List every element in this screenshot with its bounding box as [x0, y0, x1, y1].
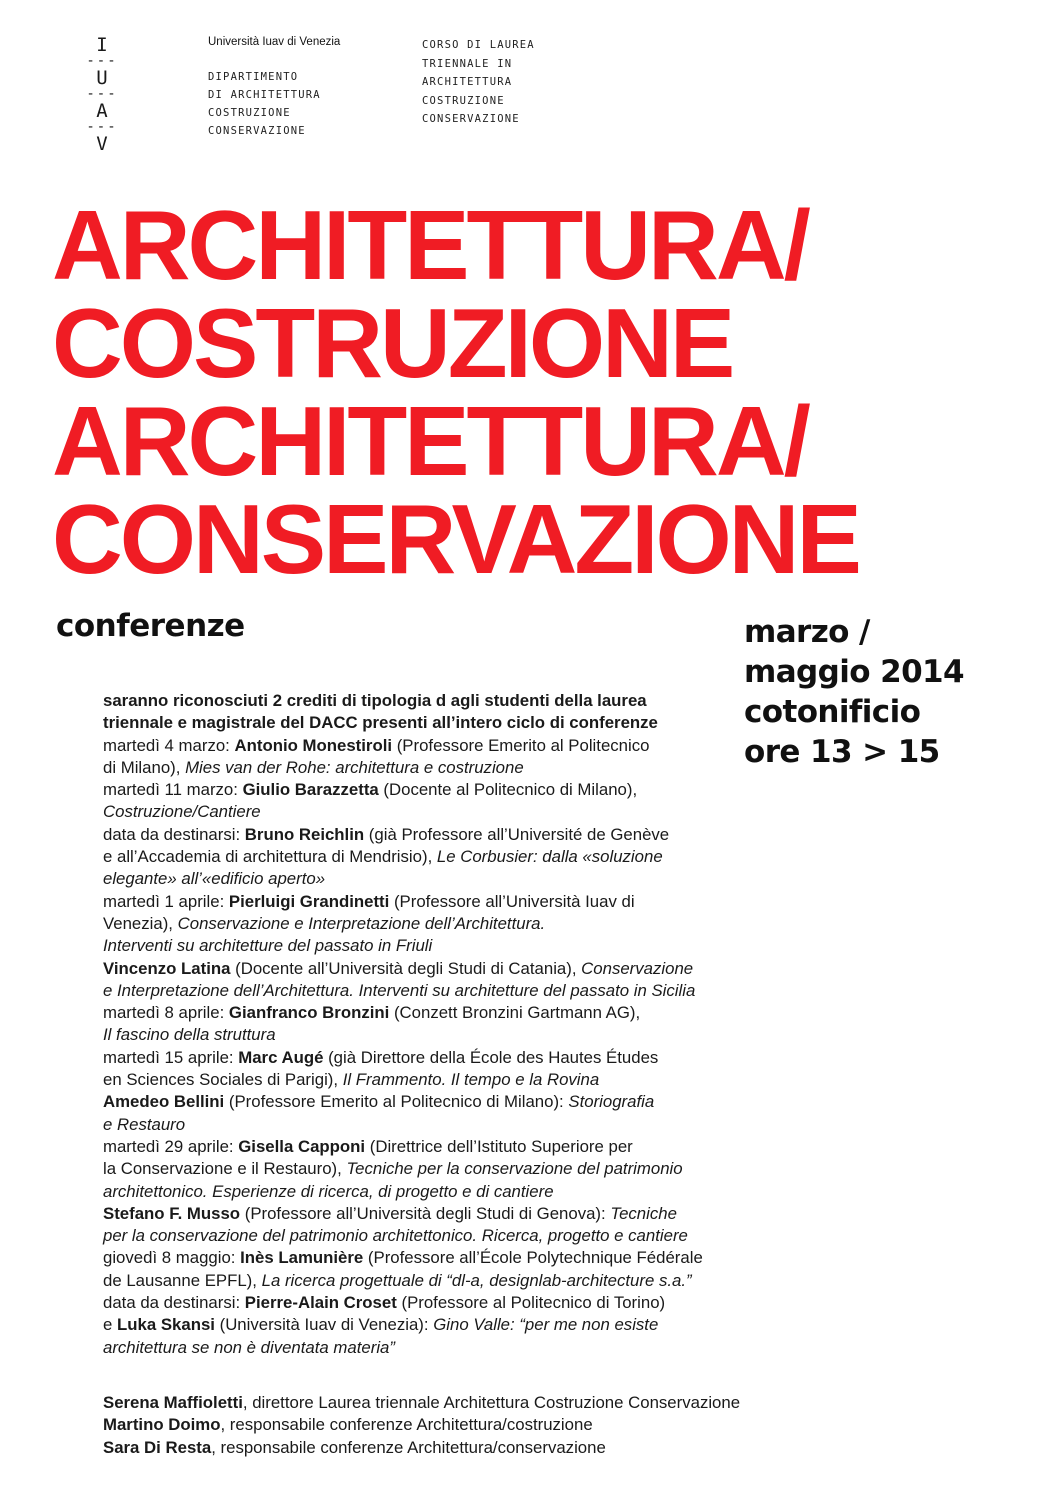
department-line: DIPARTIMENTO	[208, 71, 299, 83]
program-line	[103, 1158, 763, 1180]
program-line	[103, 824, 763, 846]
course-block	[422, 36, 535, 129]
connector: e	[103, 1315, 117, 1335]
title-line: ARCHITETTURA/	[52, 190, 808, 300]
credits-note: triennale e magistrale del DACC presenti all’intero ciclo di conferenze	[103, 713, 658, 733]
speaker-name: Pierre-Alain Croset	[244, 1293, 397, 1313]
program-line	[103, 891, 763, 913]
talk-title: Il Frammento. Il tempo e la Rovina	[342, 1070, 600, 1090]
program-line	[103, 935, 763, 957]
talk-title: elegante» all’«edificio aperto»	[103, 869, 326, 889]
logo-letter: V	[96, 133, 108, 155]
course-line: COSTRUZIONE	[422, 94, 505, 107]
program-line	[103, 1225, 763, 1247]
speaker-role: de Lausanne EPFL),	[103, 1270, 262, 1290]
talk-title: Conservazione	[581, 958, 694, 978]
speaker-role: di Milano),	[103, 757, 186, 777]
speaker-role: (già Direttore della École des Hautes Études	[323, 1047, 659, 1067]
talk-title: architettonico. Esperienze di ricerca, di progetto e di cantiere	[103, 1181, 554, 1201]
speaker-name: Amedeo Bellini	[103, 1092, 225, 1112]
logo-divider: ---	[86, 119, 118, 135]
speaker-role: (già Professore all’Université de Genève	[364, 824, 670, 844]
speaker-role: (Professore Emerito al Politecnico	[392, 735, 650, 755]
speaker-role: (Professore all’École Polytechnique Fédérale	[363, 1248, 703, 1268]
program-line	[103, 868, 763, 890]
program-line	[103, 779, 763, 801]
course-line: CORSO DI LAUREA	[422, 39, 535, 51]
program-line	[103, 1203, 763, 1225]
department-block	[208, 68, 321, 140]
talk-title: Il fascino della struttura	[103, 1025, 276, 1045]
logo-letter: A	[96, 100, 108, 122]
organizers	[103, 1392, 803, 1459]
speaker-name: Giulio Barazzetta	[242, 780, 379, 800]
speaker-role: la Conservazione e il Restauro),	[103, 1159, 347, 1179]
event-date: data da destinarsi:	[103, 1293, 245, 1313]
organizer-name: Martino Doimo	[103, 1415, 221, 1435]
program-line	[103, 1024, 763, 1046]
talk-title: e Interpretazione dell’Architettura. Interventi su architetture del passato in Sicilia	[103, 980, 696, 1000]
speaker-role: e all’Accademia di architettura di Mendrisio),	[103, 847, 437, 867]
date-info	[744, 612, 964, 772]
speaker-role: (Professore Emerito al Politecnico di Milano):	[224, 1092, 569, 1112]
talk-title: per la conservazione del patrimonio architettonico. Ricerca, progetto e cantiere	[103, 1226, 688, 1246]
logo-divider: ---	[86, 86, 118, 102]
date-line: marzo /	[744, 614, 870, 650]
logo-letter: I	[96, 34, 108, 56]
date-line: maggio 2014	[744, 654, 964, 690]
speaker-name: Stefano F. Musso	[103, 1203, 241, 1223]
program-line	[103, 1047, 763, 1069]
logo-letter: U	[96, 67, 108, 89]
talk-title: e Restauro	[103, 1114, 186, 1134]
speaker-name: Gianfranco Bronzini	[228, 1003, 390, 1023]
program-line	[103, 1337, 763, 1359]
title-line: ARCHITETTURA/	[52, 386, 808, 496]
course-line: CONSERVAZIONE	[422, 113, 520, 125]
title-line: COSTRUZIONE	[52, 288, 733, 398]
department-line: CONSERVAZIONE	[208, 125, 306, 137]
program-line	[103, 757, 763, 779]
talk-title: Interventi su architetture del passato in Friuli	[103, 936, 433, 956]
credits-note: saranno riconosciuti 2 crediti di tipologia d agli studenti della laurea	[103, 691, 647, 710]
logo-divider: ---	[86, 53, 118, 69]
speaker-role: Venezia),	[103, 913, 178, 933]
talk-title: Le Corbusier: dalla «soluzione	[436, 847, 663, 867]
event-date: giovedì 8 maggio:	[103, 1248, 241, 1268]
program-line	[103, 735, 763, 757]
speaker-name: Luka Skansi	[117, 1315, 215, 1335]
conference-program	[103, 690, 763, 1359]
organizer-role: , responsabile conferenze Architettura/conservazione	[211, 1437, 606, 1457]
talk-title: Gino Valle: “per me non esiste	[433, 1315, 659, 1335]
speaker-name: Antonio Monestiroli	[234, 735, 393, 755]
speaker-role: en Sciences Sociales di Parigi),	[103, 1070, 343, 1090]
program-line	[103, 1136, 763, 1158]
date-line: ore 13 > 15	[744, 734, 940, 770]
speaker-name: Marc Augé	[238, 1047, 324, 1067]
talk-title: Conservazione e Interpretazione dell’Architettura.	[177, 913, 546, 933]
speaker-role: (Conzett Bronzini Gartmann AG),	[389, 1003, 641, 1023]
title-line: CONSERVAZIONE	[52, 484, 859, 594]
speaker-name: Inès Lamunière	[240, 1248, 364, 1268]
speaker-name: Vincenzo Latina	[103, 958, 231, 978]
event-date: martedì 1 aprile:	[103, 891, 229, 911]
speaker-name: Pierluigi Grandinetti	[228, 891, 390, 911]
program-line	[103, 1270, 763, 1292]
event-date: martedì 8 aprile:	[103, 1003, 229, 1023]
speaker-name: Bruno Reichlin	[244, 824, 365, 844]
talk-title: Storiografia	[568, 1092, 655, 1112]
talk-title: Costruzione/Cantiere	[103, 802, 261, 822]
program-line	[103, 1069, 763, 1091]
date-line: cotonificio	[744, 694, 921, 730]
event-date: data da destinarsi:	[103, 824, 245, 844]
speaker-role: (Università Iuav di Venezia):	[214, 1315, 434, 1335]
program-line	[103, 1314, 763, 1336]
talk-title: Tecniche per la conservazione del patrimonio	[346, 1159, 683, 1179]
speaker-role: (Professore al Politecnico di Torino)	[396, 1293, 666, 1313]
organizer-role: , responsabile conferenze Architettura/costruzione	[220, 1415, 593, 1435]
talk-title: Tecniche	[610, 1203, 677, 1223]
program-line	[103, 1114, 763, 1136]
program-line	[103, 1247, 763, 1269]
event-date: martedì 15 aprile:	[103, 1047, 239, 1067]
organizer-name: Serena Maffioletti	[103, 1393, 243, 1412]
speaker-role: (Professore all’Università Iuav di	[389, 891, 635, 911]
talk-title: Mies van der Rohe: architettura e costruzione	[185, 757, 524, 777]
event-date: martedì 4 marzo:	[103, 735, 235, 755]
course-line: ARCHITETTURA	[422, 76, 513, 88]
subtitle: conferenze	[56, 608, 245, 644]
program-line	[103, 1181, 763, 1203]
department-line: COSTRUZIONE	[208, 107, 291, 119]
department-line: DI ARCHITETTURA	[208, 89, 321, 101]
program-line	[103, 980, 763, 1002]
organizer-name: Sara Di Resta	[103, 1437, 212, 1457]
program-line	[103, 801, 763, 823]
organizer-line	[103, 1392, 803, 1414]
organizer-role: , direttore Laurea triennale Architettura Costruzione Conservazione	[242, 1393, 741, 1412]
program-line	[103, 1091, 763, 1113]
program-line	[103, 913, 763, 935]
speaker-role: (Docente all’Università degli Studi di Catania),	[230, 958, 582, 978]
speaker-role: (Direttrice dell’Istituto Superiore per	[365, 1136, 633, 1156]
speaker-role: (Docente al Politecnico di Milano),	[378, 780, 638, 800]
event-date: martedì 11 marzo:	[103, 780, 243, 800]
program-line	[103, 1292, 763, 1314]
speaker-name: Gisella Capponi	[238, 1136, 366, 1156]
university-name: Università Iuav di Venezia	[208, 36, 341, 48]
organizer-line	[103, 1437, 803, 1459]
course-line: TRIENNALE IN	[422, 57, 513, 70]
speaker-role: (Professore all’Università degli Studi di Genova):	[240, 1203, 611, 1223]
talk-title: La ricerca progettuale di “dl-a, designlab-architecture s.a.”	[261, 1270, 692, 1290]
poster-title	[52, 190, 1052, 594]
organizer-line	[103, 1414, 803, 1436]
program-line	[103, 1002, 763, 1024]
talk-title: architettura se non è diventata materia”	[103, 1337, 395, 1357]
program-line	[103, 958, 763, 980]
iuav-logo	[80, 34, 124, 155]
event-date: martedì 29 aprile:	[103, 1136, 239, 1156]
program-line	[103, 846, 763, 868]
